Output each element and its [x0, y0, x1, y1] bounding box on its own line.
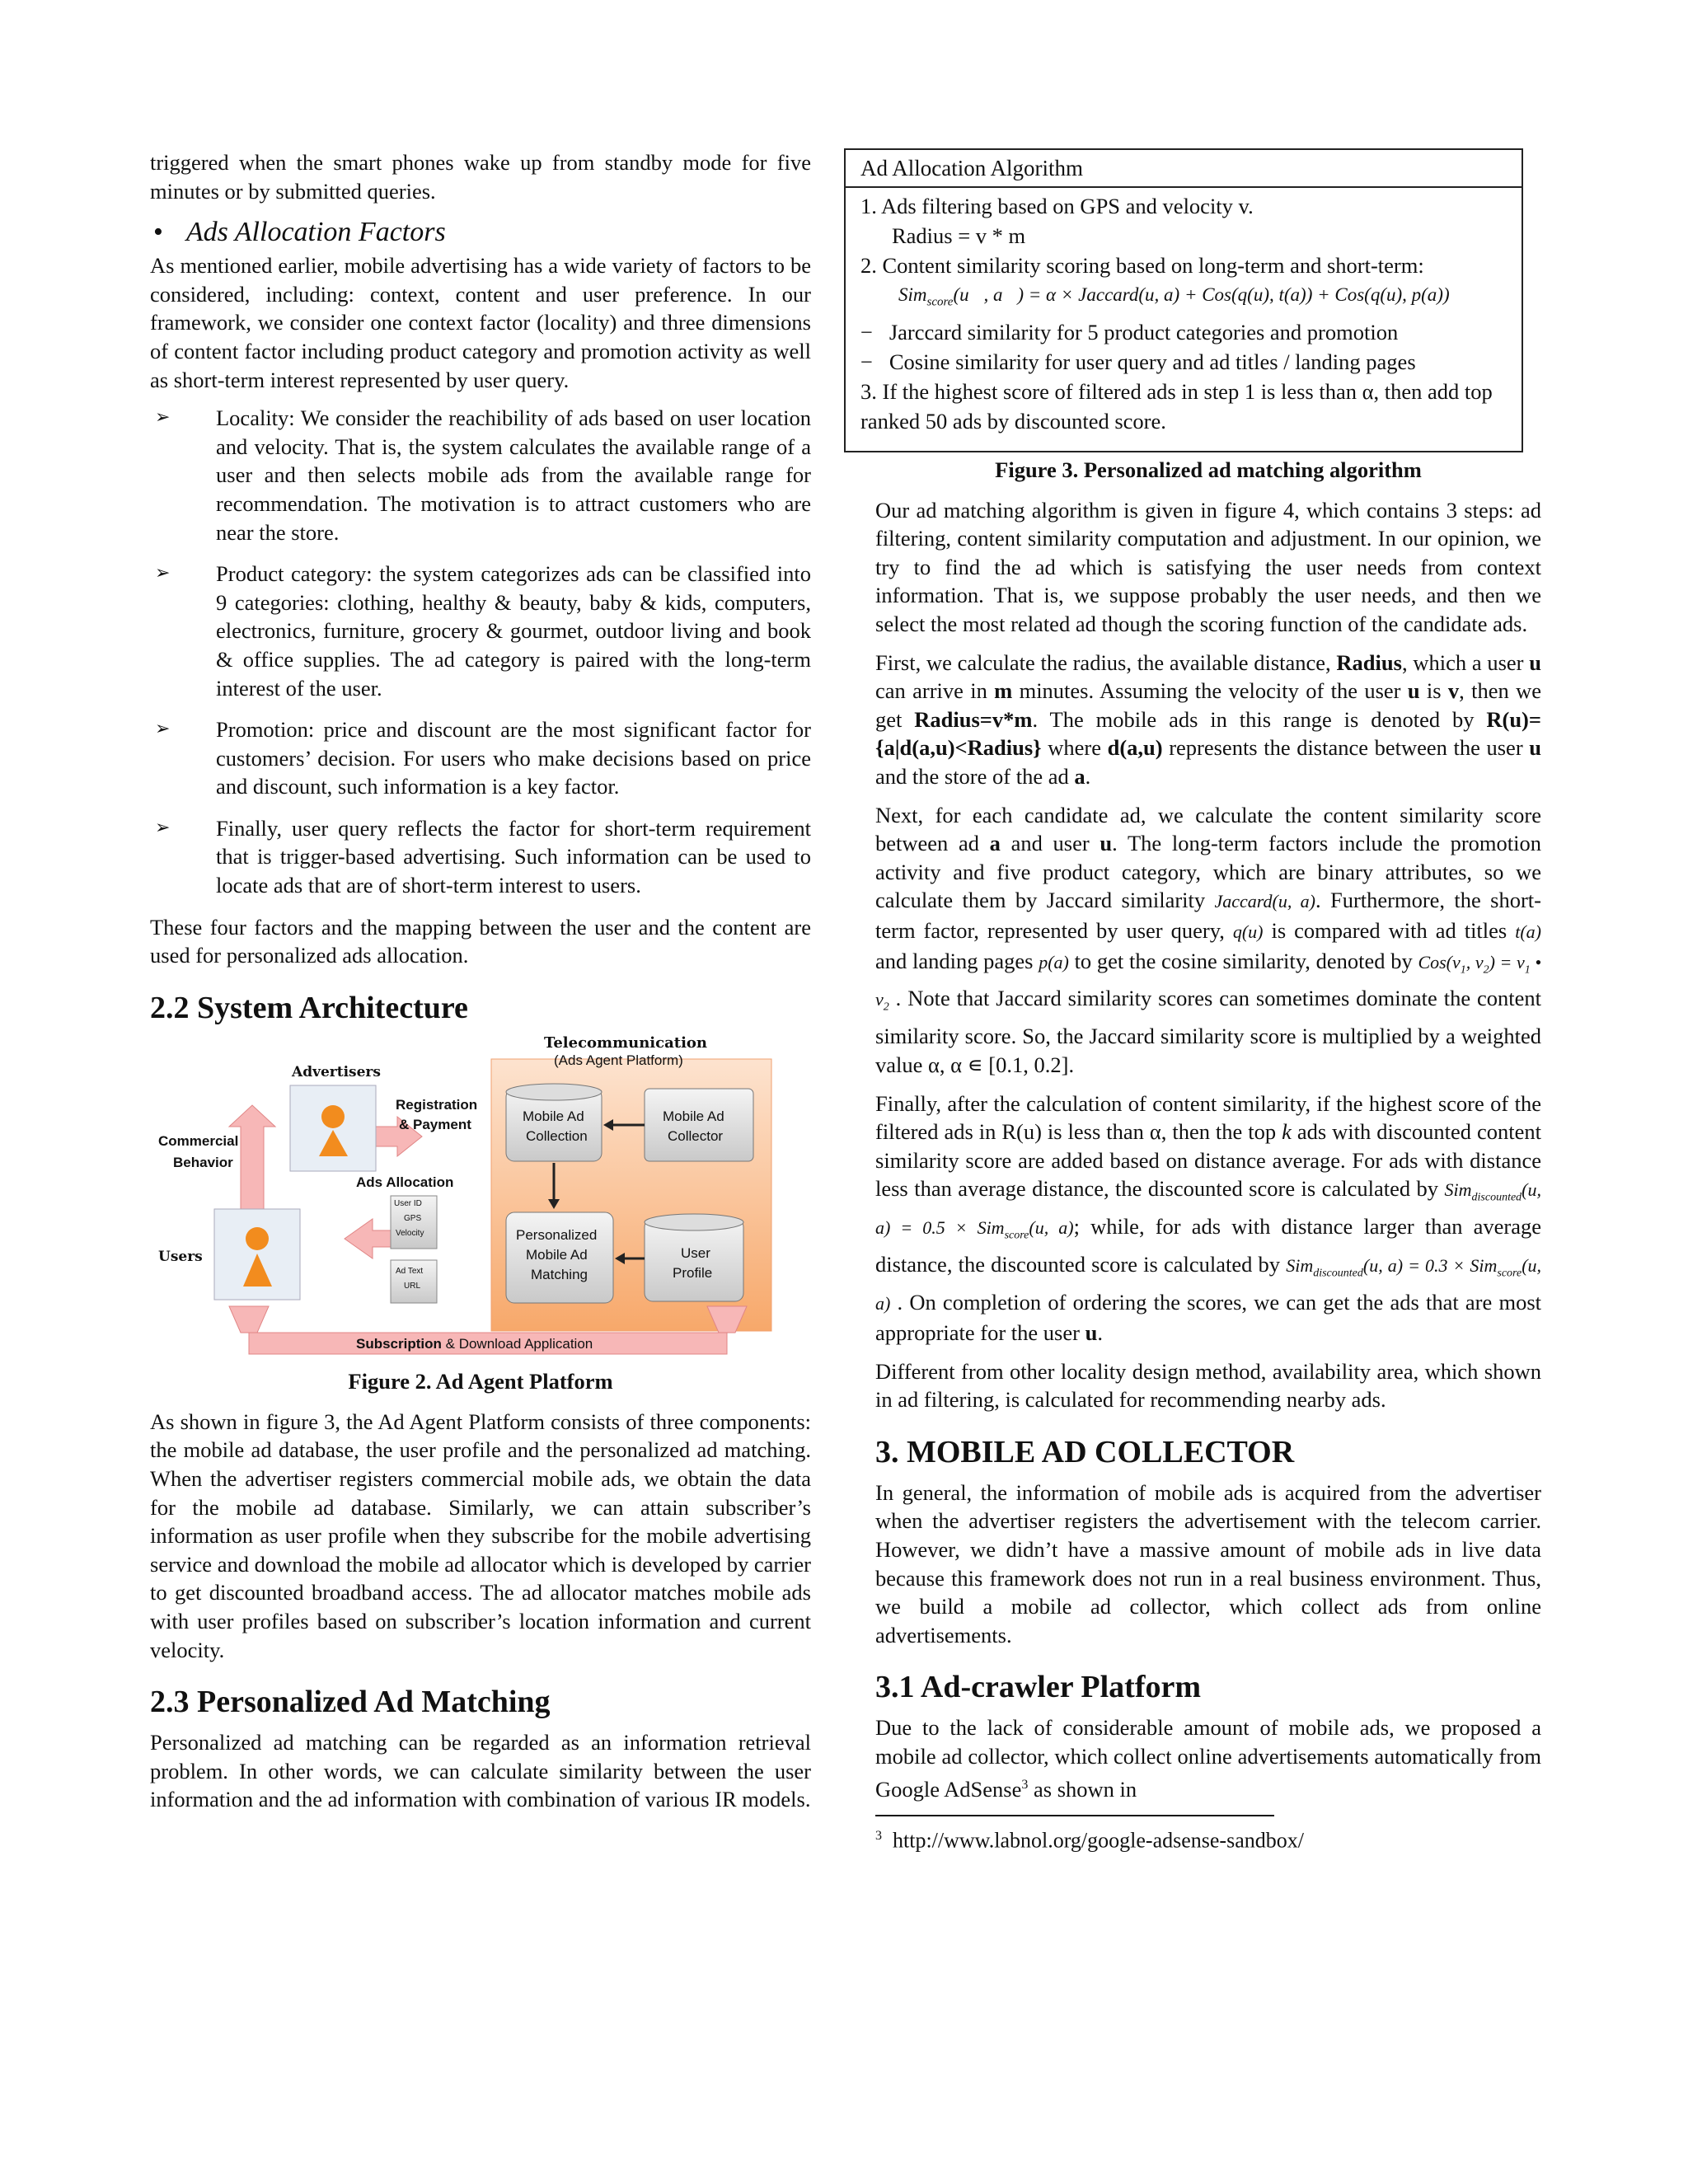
locality-paragraph: Different from other locality design method, availability area, which shown in ad filtering, is calculated for recommending nearby ads. — [875, 1358, 1541, 1413]
section-2-2-title: 2.2 System Architecture — [150, 990, 468, 1025]
footnote-number: 3 — [875, 1828, 882, 1843]
algorithm-body — [846, 188, 1522, 451]
list-item — [150, 715, 811, 801]
left-column — [150, 148, 811, 1824]
crawler-text-end: as shown in — [1028, 1776, 1137, 1802]
list-item-text: Locality: We consider the reachibility of ads based on user location and velocity. That is, the system calculates the available range of a user and then selects mobile ads from the available range for recommendation. The motivation is to attract customers who are near the store. — [216, 405, 811, 545]
intro-paragraph: triggered when the smart phones wake up from standby mode for five minutes or by submitted queries. — [150, 150, 811, 204]
subscription-arrow-left — [229, 1306, 269, 1333]
algo-step-2: 2. Content similarity scoring based on long-term and short-term: — [860, 253, 1424, 278]
collection-label-1: Mobile Ad — [523, 1108, 584, 1124]
gps-label: GPS — [404, 1213, 422, 1223]
list-item-text: Promotion: price and discount are the most significant factor for customers’ decision. For users who make decisions based on price and discount, such information is a key factor. — [216, 717, 811, 799]
telecom-label: Telecommunication — [544, 1033, 708, 1052]
collection-label-2: Collection — [526, 1127, 588, 1144]
platform-label: (Ads Agent Platform) — [554, 1052, 683, 1068]
collector-label-1: Mobile Ad — [663, 1108, 724, 1124]
users-label: Users — [158, 1248, 203, 1265]
profile-label-2: Profile — [673, 1264, 713, 1281]
registration-label: Registration — [396, 1096, 478, 1113]
crawler-paragraph — [875, 1713, 1541, 1803]
factors-paragraph: As mentioned earlier, mobile advertising has a wide variety of factors to be considered, including: context, content and user preference. In our framework, we consider one context factor (locality) and three dimensions of content factor including product category and promotion activity as well as short-term interest represented by user query. — [150, 253, 811, 392]
algo-step-1: 1. Ads filtering based on GPS and velocity v. — [860, 194, 1254, 218]
ad-agent-platform-figure — [150, 1034, 811, 1364]
footnote — [875, 1823, 1541, 1854]
subscription-label-bold: Subscription — [356, 1335, 442, 1352]
behavior-label: Behavior — [173, 1154, 233, 1170]
list-item-text: Product category: the system categorizes ads can be classified into 9 categories: clothing, healthy & beauty, baby & kids, computers, electronics, furniture, grocery & gourmet, outdoor living and book & office supplies. The ad category is paired with the long-term interest of the user. — [216, 561, 811, 701]
algo-dash-1: − Jarccard similarity for 5 product categories and promotion — [860, 319, 1399, 344]
payment-label: & Payment — [399, 1116, 471, 1132]
factors-heading-text: Ads Allocation Factors — [185, 217, 446, 248]
algo-dash-1-text: Jarccard similarity for 5 product categories and promotion — [889, 319, 1399, 344]
algorithm-title: Ad Allocation Algorithm — [846, 150, 1522, 188]
factors-heading — [150, 217, 811, 248]
list-item — [150, 404, 811, 546]
ads-allocation-label: Ads Allocation — [356, 1174, 454, 1190]
arrow-bullet-icon: ➢ — [155, 563, 171, 584]
matching-label-1: Personalized — [516, 1226, 598, 1243]
url-label: URL — [404, 1281, 421, 1291]
user-figure-icon — [246, 1227, 269, 1250]
footnote-link[interactable]: http://www.labnol.org/google-adsense-sandbox/ — [893, 1828, 1304, 1853]
factors-list — [150, 404, 811, 900]
matching-label-3: Matching — [531, 1266, 588, 1282]
algo-step-3: 3. If the highest score of filtered ads in step 1 is less than α, then add top ranked 50 ads by discounted score. — [860, 378, 1493, 434]
ad-text-label: Ad Text — [396, 1266, 424, 1276]
figure-3-caption: Figure 3. Personalized ad matching algorithm — [995, 457, 1422, 482]
commercial-label: Commercial — [158, 1132, 239, 1149]
right-column — [860, 148, 1542, 1854]
download-label: & Download Application — [441, 1335, 593, 1352]
user-id-label: User ID — [394, 1198, 422, 1208]
algo-dash-2: − Cosine similarity for user query and ad titles / landing pages — [860, 349, 1416, 374]
arrow-bullet-icon: ➢ — [155, 817, 171, 838]
arrow-bullet-icon: ➢ — [155, 719, 171, 740]
arrow-bullet-icon: ➢ — [155, 407, 171, 429]
footnote-ref: 3 — [1021, 1777, 1029, 1792]
section-3-1-title: 3.1 Ad-crawler Platform — [875, 1670, 1202, 1705]
radius-paragraph: First, we calculate the radius, the available distance, Radius, which a user u can arrive in m minutes. Assuming the velocity of the user u is v, then we get Radius=v*m. The mobile ads in this range is denoted by R(u)={a|d(a,u)<Radius} where d(a,u) represents the distance between the user u and the store of the ad a. — [875, 649, 1541, 789]
list-item-text: Finally, user query reflects the factor for short-term requirement that is trigger-based advertising. Such information can be used to locate ads that are of short-term interest to users. — [216, 815, 811, 898]
section-3-title: 3. MOBILE AD COLLECTOR — [875, 1434, 1295, 1469]
algorithm-box — [844, 148, 1523, 452]
algorithm-paragraph: Our ad matching algorithm is given in figure 4, which contains 3 steps: ad filtering, content similarity computation and adjustment. In our opinion, we try to find the ad which is satisfying the user needs from context information. That is, we suppose probably the user needs, and then we select the most related ad though the scoring function of the candidate ads. — [875, 497, 1541, 636]
list-item — [150, 560, 811, 702]
algo-dash-2-text: Cosine similarity for user query and ad titles / landing pages — [889, 349, 1416, 374]
velocity-label: Velocity — [396, 1228, 424, 1238]
similarity-formula: Sim$_{score}$(u⃗, a⃗) = α × Jaccard(u, a) + Cos(q(u), t(a)) + Cos(q(u), p(a)) — [898, 284, 1450, 309]
architecture-paragraph: As shown in figure 3, the Ad Agent Platform consists of three components: the mobile ad database, the user profile and the personalized ad matching. When the advertiser registers commercial mobile ads, we obtain the data for the mobile ad database. Similarly, we can attain subscriber’s information as user profile when they subscribe for the mobile advertising service and download the mobile ad allocator which is developed by carrier to get discounted broadband access. The ad allocator matches mobile ads with user profiles based on subscriber’s location information and current velocity. — [150, 1408, 811, 1662]
collector-label-2: Collector — [668, 1127, 724, 1144]
advertisers-label: Advertisers — [292, 1063, 381, 1080]
matching-label-2: Mobile Ad — [526, 1246, 588, 1263]
matching-paragraph: Personalized ad matching can be regarded as an information retrieval problem. In other words, we can calculate similarity between the user information and the ad information with combination of various IR models. — [150, 1730, 811, 1812]
discount-paragraph: Finally, after the calculation of content similarity, if the highest score of the filtered ads in R(u) is less than α, then the top k ads with discounted content similarity score are added based on distance average. For ads with distance less than average distance, the discounted score is calculated by Sim$_{discounted}$(u, a) = 0.5 × Sim$_{score}$(u, a); while, for ads with distance larger than average distance, the discounted score is calculated by Sim$_{discounted}$(u, a) = 0.3 × Sim$_{score}$(u, a) . On completion of ordering the scores, we can get the ads that are most appropriate for the user u. — [875, 1090, 1542, 1345]
crawler-text: Due to the lack of considerable amount of mobile ads, we proposed a mobile ad collector, which collect online advertisements automatically from Google AdSense — [875, 1715, 1541, 1802]
collector-paragraph: In general, the information of mobile ads is acquired from the advertiser when the advertiser registers the advertisement with the telecom carrier. However, we didn’t have a massive amount of mobile ads in live data because this framework does not run in a real business environment. Thus, we build a mobile ad collector, which collect ads from online advertisements. — [875, 1479, 1541, 1647]
list-item — [150, 814, 811, 900]
figure-2-caption: Figure 2. Ad Agent Platform — [348, 1368, 613, 1394]
section-2-3-title: 2.3 Personalized Ad Matching — [150, 1685, 551, 1720]
factors-summary: These four factors and the mapping between the user and the content are used for personalized ads allocation. — [150, 914, 811, 968]
bullet-dot-icon: • — [153, 217, 163, 248]
subscription-label — [356, 1336, 593, 1352]
mobile-ad-collector-box — [645, 1089, 753, 1161]
advertiser-figure-icon — [321, 1105, 345, 1128]
architecture-diagram — [150, 1034, 811, 1364]
footnote-divider — [875, 1815, 1274, 1816]
profile-label-1: User — [681, 1244, 710, 1261]
algo-radius: Radius = v * m — [892, 223, 1026, 248]
similarity-paragraph: Next, for each candidate ad, we calculate the content similarity score between ad a and user u. The long-term factors include the promotion activity and five product category, which are binary attributes, so we calculate them by Jaccard similarity Jaccard(u, a). Furthermore, the short-term factor, represented by user query, q(u) is compared with ad titles t(a) and landing pages p(a) to get the cosine similarity, denoted by $Cos(v_1$, $v_2) = v_1$ • $v_2$ . Note that Jaccard similarity scores can sometimes dominate the content similarity score. So, the Jaccard similarity score is multiplied by a weighted value α, α ∊ [0.1, 0.2]. — [875, 802, 1542, 1078]
similarity-paragraph-end: sometimes dominate the content similarity score. So, the Jaccard similarity score is multiplied by a weighted value α, α ∊ [0.1, 0.2]. — [875, 986, 1541, 1078]
